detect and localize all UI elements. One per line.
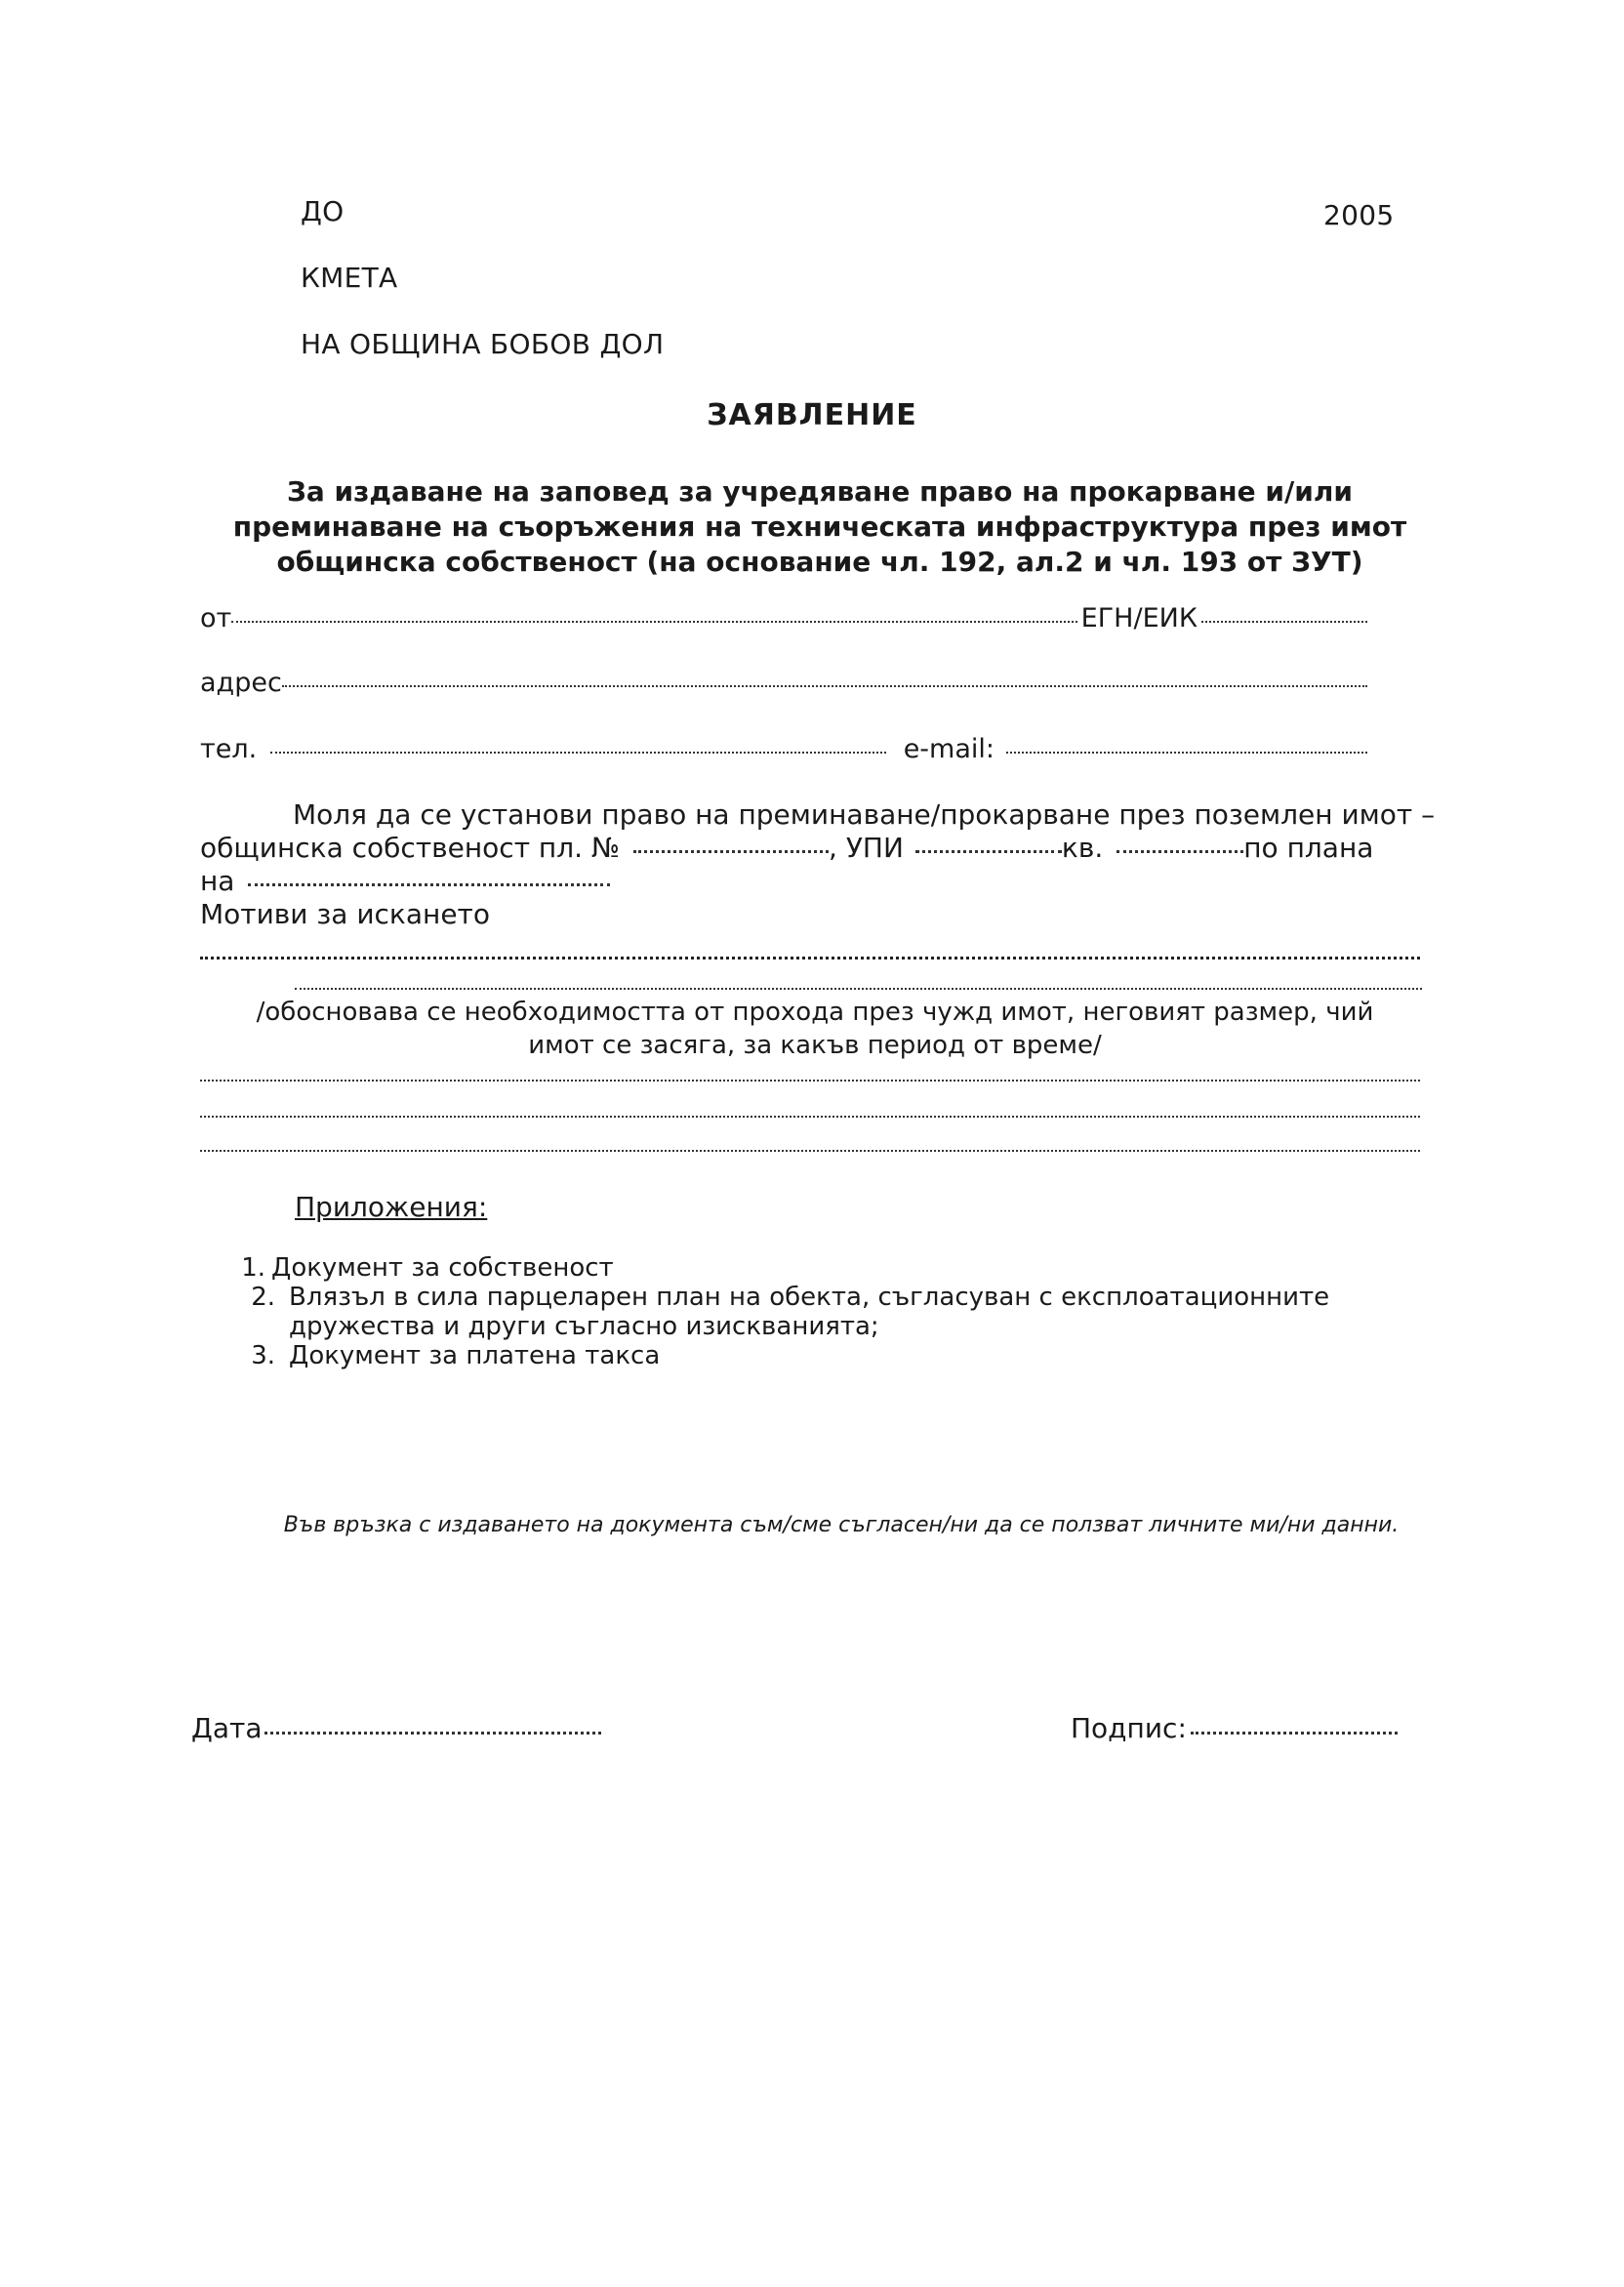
consent-statement: Във връзка с издаването на документа съм/сме съгласен/ни да се ползват личните ми/ни данни. bbox=[283, 1513, 1400, 1537]
signature-field[interactable] bbox=[1191, 1732, 1398, 1735]
date-field[interactable] bbox=[264, 1732, 601, 1735]
plan-name-label: на bbox=[200, 865, 235, 897]
plan-name-field[interactable] bbox=[248, 883, 610, 886]
motives-line-1[interactable] bbox=[200, 957, 1420, 960]
attachment-item: 1. Документ за собственост bbox=[241, 1253, 614, 1283]
motives-note: /обосновава се необходимостта от прохода през чужд имот, неговият размер, чий имот се засяга, за какъв период от време/ bbox=[256, 998, 1374, 1060]
document-title: ЗАЯВЛЕНИЕ bbox=[707, 398, 917, 432]
from-label: от bbox=[200, 603, 232, 633]
parcel-number-label: общинска собственост пл. № bbox=[200, 832, 621, 864]
phone-field[interactable] bbox=[270, 752, 886, 754]
recipient-title: КМЕТА bbox=[301, 262, 398, 294]
email-field[interactable] bbox=[1006, 752, 1367, 754]
request-line-3 bbox=[200, 865, 610, 898]
signature-label: Подпис: bbox=[1071, 1712, 1187, 1744]
upi-field[interactable] bbox=[915, 850, 1062, 853]
motives-line-3[interactable] bbox=[200, 1080, 1420, 1082]
kv-label: кв. bbox=[1061, 832, 1104, 864]
date-row bbox=[191, 1712, 601, 1744]
request-line-2 bbox=[200, 832, 1401, 865]
recipient-org: НА ОБЩИНА БОБОВ ДОЛ bbox=[301, 328, 665, 360]
motives-line-2[interactable] bbox=[295, 988, 1422, 990]
attachment-item: 3. Документ за платена такса bbox=[251, 1341, 661, 1370]
address-field[interactable] bbox=[282, 685, 1367, 687]
signature-row bbox=[1071, 1712, 1398, 1744]
phone-label: тел. bbox=[200, 734, 258, 764]
motives-line-5[interactable] bbox=[200, 1150, 1420, 1152]
to-label: ДО bbox=[301, 195, 345, 227]
parcel-number-field[interactable] bbox=[633, 850, 829, 853]
attachments-title: Приложения: bbox=[295, 1191, 488, 1223]
motives-label: Мотиви за искането bbox=[200, 898, 490, 930]
motives-line-4[interactable] bbox=[200, 1116, 1420, 1118]
applicant-name-row bbox=[200, 603, 1371, 638]
date-label: Дата bbox=[191, 1712, 263, 1744]
upi-label: , УПИ bbox=[829, 832, 904, 864]
document-subtitle: За издаване на заповед за учредяване право на прокарване и/или преминаване на съоръжения на техническата инфраструктура през имот общинска собственост (на основание чл. 192, ал.2 и чл. 193 от ЗУТ) bbox=[232, 475, 1407, 578]
contact-row bbox=[200, 734, 1371, 769]
request-line-1: Моля да се установи право на преминаване/прокарване през поземлен имот – bbox=[293, 798, 1436, 831]
egn-label: ЕГН/ЕИК bbox=[1080, 603, 1198, 633]
address-label: адрес bbox=[200, 668, 282, 698]
plan-label: по плана bbox=[1243, 832, 1374, 864]
egn-field[interactable] bbox=[1201, 621, 1367, 623]
applicant-name-field[interactable] bbox=[231, 621, 1076, 623]
attachment-item: 2. Влязъл в сила парцеларен план на обекта, съгласуван с експлоатационните дружества и други съгласно изискванията; bbox=[251, 1283, 1330, 1341]
address-row bbox=[200, 668, 1371, 703]
year-label: 2005 bbox=[1323, 199, 1395, 231]
attachments-list bbox=[224, 1253, 1444, 1370]
kv-field[interactable] bbox=[1116, 850, 1243, 853]
email-label: e-mail: bbox=[903, 734, 995, 764]
